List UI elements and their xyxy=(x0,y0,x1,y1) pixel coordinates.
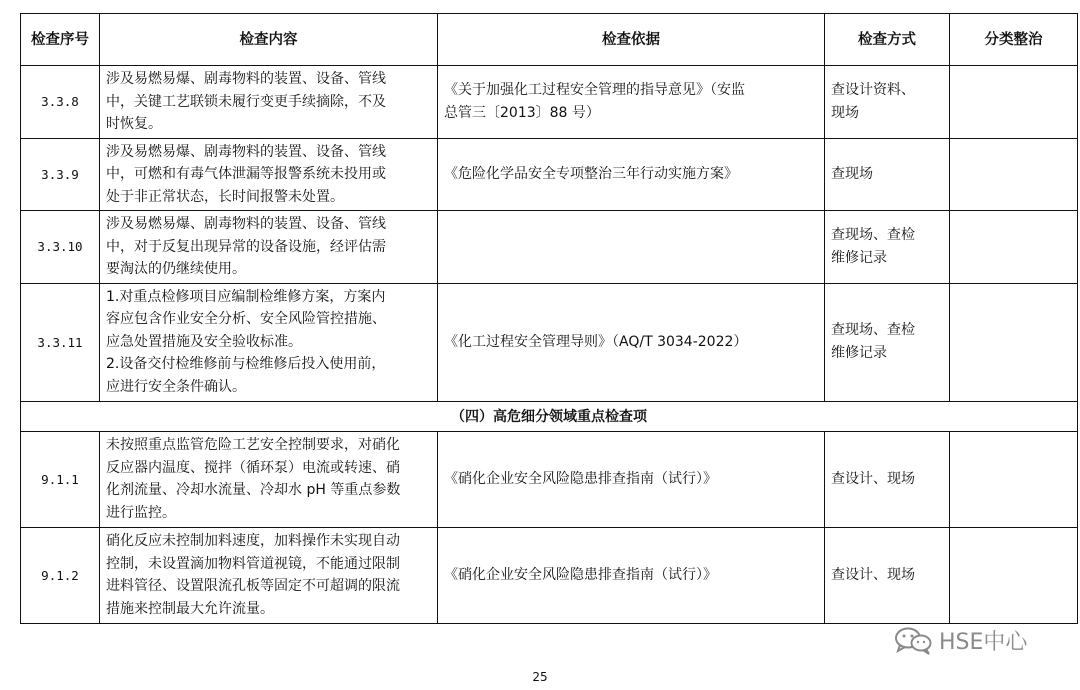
cell-method xyxy=(825,527,950,623)
watermark xyxy=(893,625,1027,656)
cell-content-line: 硝化反应未控制加料速度，加料操作未实现自动 xyxy=(106,533,400,549)
cell-content xyxy=(100,138,438,211)
cell-content-line: 应进行安全条件确认。 xyxy=(106,378,246,395)
cell-method-line: 查设计、现场 xyxy=(831,470,915,487)
cell-method-line: 查现场、查检 xyxy=(831,322,915,338)
cell-content-line: 措施来控制最大允许流量。 xyxy=(106,600,274,617)
table-row xyxy=(21,211,1078,284)
cell-content-line: 反应器内温度、搅拌（循环泵）电流或转速、硝 xyxy=(106,459,400,476)
cell-method xyxy=(825,211,950,284)
cell-remediation xyxy=(950,431,1078,527)
cell-method-line: 查设计资料、 xyxy=(831,81,915,98)
cell-basis-line: 《关于加强化工过程安全管理的指导意见》（安监 xyxy=(444,82,745,99)
cell-content xyxy=(100,283,438,401)
cell-basis xyxy=(438,283,825,401)
cell-method-line: 查现场 xyxy=(831,165,873,182)
page-number: 25 xyxy=(532,670,548,684)
cell-no: 9.1.1 xyxy=(21,431,100,527)
table-header-row xyxy=(21,14,1078,66)
checklist-table xyxy=(20,13,1078,624)
cell-no: 3.3.11 xyxy=(21,283,100,401)
cell-no: 3.3.10 xyxy=(21,211,100,284)
cell-content-line: 要淘汰的仍继续使用。 xyxy=(106,261,246,277)
header-method: 检查方式 xyxy=(825,14,950,66)
cell-content-line: 涉及易燃易爆、剧毒物料的装置、设备、管线 xyxy=(106,71,386,87)
cell-method xyxy=(825,66,950,139)
cell-basis xyxy=(438,66,825,139)
cell-content-line: 未按照重点监管危险工艺安全控制要求，对硝化 xyxy=(106,437,400,453)
header-no: 检查序号 xyxy=(21,14,100,66)
cell-remediation xyxy=(950,527,1078,623)
table-row xyxy=(21,431,1078,527)
cell-no: 3.3.9 xyxy=(21,138,100,211)
cell-method-line: 查现场、查检 xyxy=(831,226,915,243)
cell-basis xyxy=(438,211,825,284)
cell-no: 3.3.8 xyxy=(21,66,100,139)
cell-content xyxy=(100,431,438,527)
cell-basis xyxy=(438,431,825,527)
cell-method-line: 维修记录 xyxy=(831,249,887,266)
cell-content-line: 1.对重点检修项目应编制检维修方案，方案内 xyxy=(106,288,386,305)
cell-method xyxy=(825,138,950,211)
cell-basis-line: 总管三〔2013〕88 号） xyxy=(444,104,600,121)
table-row xyxy=(21,66,1078,139)
cell-content-line: 容应包含作业安全分析、安全风险管控措施、 xyxy=(106,311,386,328)
cell-content-line: 中，对于反复出现异常的设备设施，经评估需 xyxy=(106,238,386,255)
cell-basis-line: 《危险化学品安全专项整治三年行动实施方案》 xyxy=(444,166,738,182)
cell-content-line: 中，可燃和有毒气体泄漏等报警系统未投用或 xyxy=(106,166,386,182)
cell-method xyxy=(825,283,950,401)
wechat-icon xyxy=(893,626,935,656)
cell-content-line: 进料管径、设置限流孔板等固定不可超调的限流 xyxy=(106,578,400,594)
header-remediation: 分类整治 xyxy=(950,14,1078,66)
cell-basis-line: 《硝化企业安全风险隐患排查指南（试行）》 xyxy=(444,470,717,487)
cell-remediation xyxy=(950,138,1078,211)
cell-content-line: 进行监控。 xyxy=(106,504,176,521)
cell-basis-line: 《化工过程安全管理导则》（AQ/T 3034-2022） xyxy=(444,333,748,350)
table-row xyxy=(21,138,1078,211)
cell-no: 9.1.2 xyxy=(21,527,100,623)
cell-remediation xyxy=(950,211,1078,284)
cell-content-line: 时恢复。 xyxy=(106,116,162,132)
cell-content-line: 中，关键工艺联锁未履行变更手续摘除，不及 xyxy=(106,93,386,110)
section-row xyxy=(21,401,1078,431)
cell-content-line: 2.设备交付检维修前与检维修后投入使用前， xyxy=(106,356,386,373)
cell-content-line: 处于非正常状态，长时间报警未处置。 xyxy=(106,188,344,205)
cell-content-line: 化剂流量、冷却水流量、冷却水 pH 等重点参数 xyxy=(106,482,401,498)
cell-content xyxy=(100,211,438,284)
cell-method-line: 查设计、现场 xyxy=(831,566,915,583)
cell-remediation xyxy=(950,66,1078,139)
cell-basis xyxy=(438,138,825,211)
cell-content-line: 应急处置措施及安全验收标准。 xyxy=(106,333,302,350)
cell-content xyxy=(100,527,438,623)
cell-content-line: 控制，未设置滴加物料管道视镜，不能通过限制 xyxy=(106,555,400,572)
cell-content xyxy=(100,66,438,139)
cell-basis-line: 《硝化企业安全风险隐患排查指南（试行）》 xyxy=(444,566,717,583)
cell-content-line: 涉及易燃易爆、剧毒物料的装置、设备、管线 xyxy=(106,216,386,232)
cell-remediation xyxy=(950,283,1078,401)
cell-basis xyxy=(438,527,825,623)
cell-content-line: 涉及易燃易爆、剧毒物料的装置、设备、管线 xyxy=(106,143,386,160)
table-row xyxy=(21,283,1078,401)
cell-method-line: 现场 xyxy=(831,104,859,121)
section-title: （四）高危细分领域重点检查项 xyxy=(21,401,1078,431)
table-body xyxy=(21,66,1078,624)
cell-method-line: 维修记录 xyxy=(831,345,887,361)
table-row xyxy=(21,527,1078,623)
header-content: 检查内容 xyxy=(100,14,438,66)
watermark-text: HSE中心 xyxy=(939,630,1028,655)
header-basis: 检查依据 xyxy=(438,14,825,66)
cell-method xyxy=(825,431,950,527)
